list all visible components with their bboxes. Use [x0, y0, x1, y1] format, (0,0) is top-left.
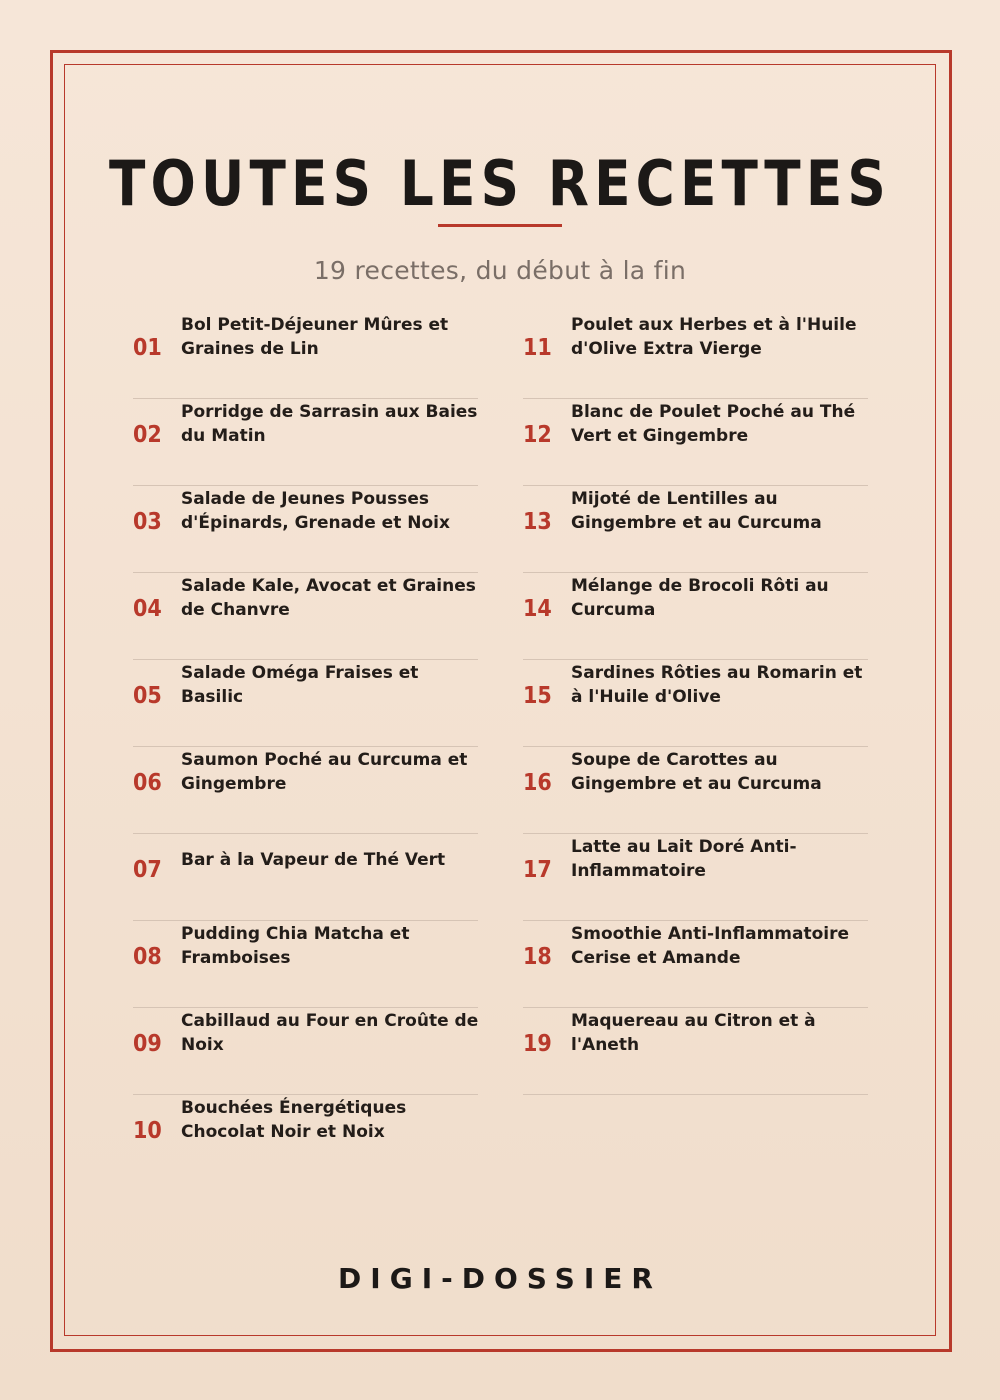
recipe-item[interactable]	[133, 833, 478, 920]
recipe-item[interactable]	[133, 920, 478, 1007]
recipe-item[interactable]	[133, 572, 478, 659]
recipe-number: 14	[523, 596, 552, 622]
recipe-item[interactable]	[523, 920, 868, 1007]
recipe-list-left	[133, 312, 478, 1181]
recipe-item[interactable]	[133, 485, 478, 572]
recipe-number: 07	[133, 857, 162, 883]
recipe-name: Sardines Rôties au Romarin et à l'Huile d'Olive	[571, 663, 863, 707]
recipe-name: Bouchées Énergétiques Chocolat Noir et Noix	[181, 1098, 407, 1142]
recipe-name: Latte au Lait Doré Anti-Inflammatoire	[571, 837, 797, 881]
recipe-name: Cabillaud au Four en Croûte de Noix	[181, 1011, 479, 1055]
recipe-item[interactable]	[133, 1007, 478, 1094]
recipe-name: Smoothie Anti-Inflammatoire Cerise et Amande	[571, 924, 850, 968]
recipe-number: 17	[523, 857, 552, 883]
recipe-name: Mijoté de Lentilles au Gingembre et au Curcuma	[571, 489, 822, 533]
recipe-item[interactable]	[133, 1094, 478, 1181]
recipe-name: Salade Kale, Avocat et Graines de Chanvre	[181, 576, 476, 620]
recipe-name: Mélange de Brocoli Rôti au Curcuma	[571, 576, 829, 620]
recipe-number: 02	[133, 422, 162, 448]
page-subtitle: 19 recettes, du début à la fin	[313, 256, 687, 285]
recipe-number: 11	[523, 335, 552, 361]
recipe-name: Porridge de Sarrasin aux Baies du Matin	[181, 402, 478, 446]
recipe-number: 10	[133, 1118, 162, 1144]
recipe-number: 03	[133, 509, 162, 535]
recipe-item[interactable]	[133, 312, 478, 398]
recipe-number: 04	[133, 596, 162, 622]
recipe-item[interactable]	[523, 312, 868, 398]
recipe-number: 13	[523, 509, 552, 535]
recipe-number: 05	[133, 683, 162, 709]
recipe-item[interactable]	[523, 746, 868, 833]
recipe-name: Salade de Jeunes Pousses d'Épinards, Grenade et Noix	[181, 489, 450, 533]
recipe-item[interactable]	[133, 659, 478, 746]
recipe-name: Bar à la Vapeur de Thé Vert	[181, 850, 446, 870]
recipe-number: 19	[523, 1031, 552, 1057]
recipe-number: 12	[523, 422, 552, 448]
recipe-number: 16	[523, 770, 552, 796]
recipe-number: 01	[133, 335, 162, 361]
page-title: TOUTES LES RECETTES	[108, 147, 891, 220]
recipe-name: Saumon Poché au Curcuma et Gingembre	[181, 750, 468, 794]
recipe-number: 06	[133, 770, 162, 796]
recipe-name: Soupe de Carottes au Gingembre et au Curcuma	[571, 750, 822, 794]
recipe-number: 15	[523, 683, 552, 709]
recipe-name: Maquereau au Citron et à l'Aneth	[571, 1011, 816, 1055]
recipe-list-right	[523, 312, 868, 1095]
recipe-name: Bol Petit-Déjeuner Mûres et Graines de Lin	[181, 315, 449, 359]
recipe-item[interactable]	[523, 659, 868, 746]
brand-footer: DIGI-DOSSIER	[338, 1262, 662, 1295]
recipe-item[interactable]	[523, 1007, 868, 1095]
recipe-number: 09	[133, 1031, 162, 1057]
recipe-item[interactable]	[523, 485, 868, 572]
recipe-item[interactable]	[523, 398, 868, 485]
recipe-number: 18	[523, 944, 552, 970]
recipe-item[interactable]	[133, 398, 478, 485]
recipe-name: Pudding Chia Matcha et Framboises	[181, 924, 410, 968]
recipe-name: Poulet aux Herbes et à l'Huile d'Olive Extra Vierge	[571, 315, 857, 359]
recipe-number: 08	[133, 944, 162, 970]
title-underline	[438, 224, 562, 227]
recipe-name: Blanc de Poulet Poché au Thé Vert et Gingembre	[571, 402, 856, 446]
recipe-item[interactable]	[523, 833, 868, 920]
recipe-name: Salade Oméga Fraises et Basilic	[181, 663, 419, 707]
recipe-item[interactable]	[523, 572, 868, 659]
recipe-item[interactable]	[133, 746, 478, 833]
